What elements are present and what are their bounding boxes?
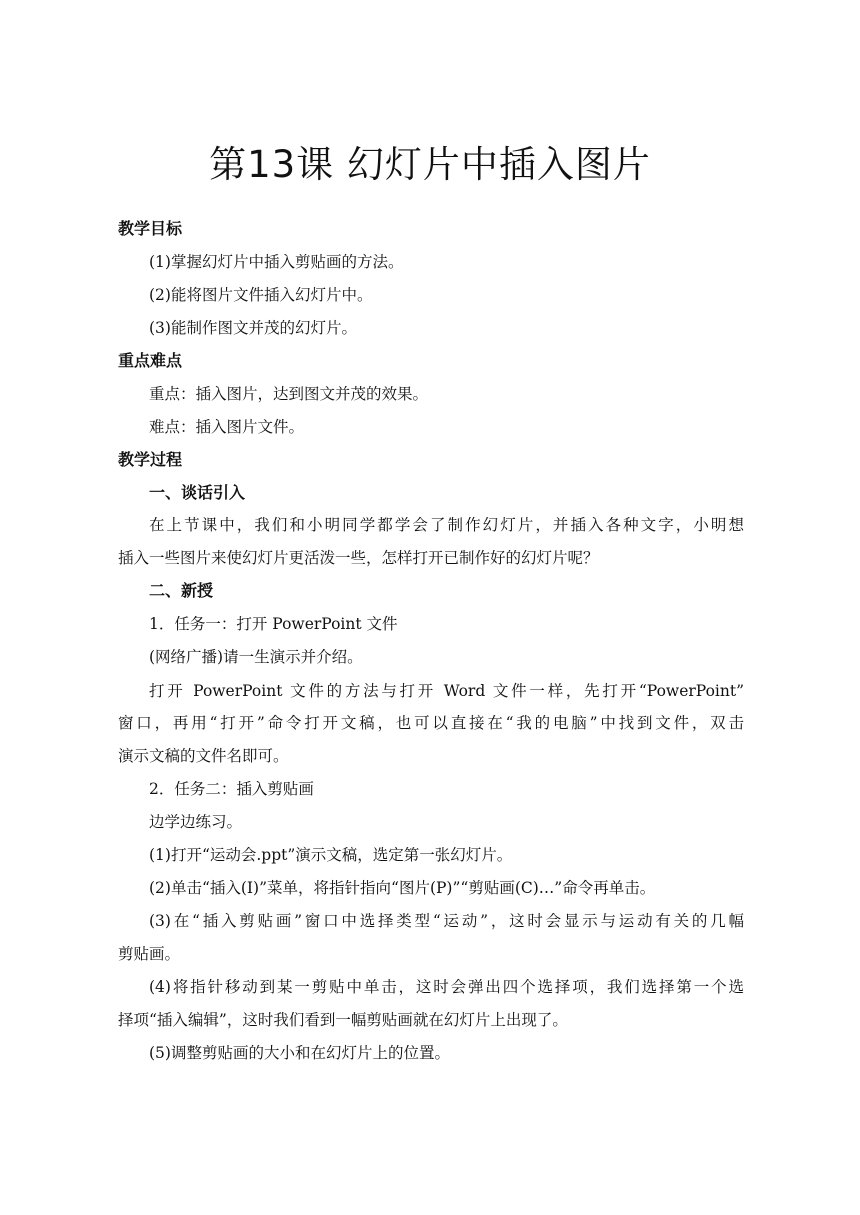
task-heading: 1．任务一：打开 PowerPoint 文件	[149, 615, 398, 633]
step-item-continued: 剪贴画。	[118, 945, 181, 963]
task-note: (网络广播)请一生演示并介绍。	[149, 648, 363, 666]
goal-item: (1)掌握幻灯片中插入剪贴画的方法。	[149, 253, 404, 271]
step-item: (5)调整剪贴画的大小和在幻灯片上的位置。	[149, 1044, 450, 1062]
paragraph-line: 在上节课中，我们和小明同学都学会了制作幻灯片，并插入各种文字，小明想	[149, 516, 744, 534]
goal-item: (3)能制作图文并茂的幻灯片。	[149, 319, 357, 337]
paragraph-line: 窗口，再用“打开”命令打开文稿，也可以直接在“我的电脑”中找到文件，双击	[118, 714, 744, 732]
subheading-new-lesson: 二、新授	[149, 581, 214, 600]
key-item: 难点：插入图片文件。	[149, 418, 305, 436]
task-note: 边学边练习。	[149, 813, 243, 831]
step-item-continued: 择项“插入编辑”，这时我们看到一幅剪贴画就在幻灯片上出现了。	[118, 1011, 568, 1029]
page-title: 第13课 幻灯片中插入图片	[209, 143, 651, 186]
paragraph-line: 打开 PowerPoint 文件的方法与打开 Word 文件一样，先打开“PowerPoint”	[149, 682, 744, 700]
key-item: 重点：插入图片，达到图文并茂的效果。	[149, 385, 429, 403]
step-item: (2)单击“插入(I)”菜单，将指针指向“图片(P)”“剪贴画(C)…”命令再单击。	[149, 879, 656, 897]
section-heading-key: 重点难点	[118, 351, 183, 370]
task-heading: 2．任务二：插入剪贴画	[149, 780, 314, 798]
goal-item: (2)能将图片文件插入幻灯片中。	[149, 286, 373, 304]
paragraph-line: 插入一些图片来使幻灯片更活泼一些，怎样打开已制作好的幻灯片呢？	[118, 549, 599, 567]
step-item: (1)打开“运动会.ppt”演示文稿，选定第一张幻灯片。	[149, 846, 513, 864]
section-heading-process: 教学过程	[118, 450, 183, 469]
step-item: (4)将指针移动到某一剪贴中单击，这时会弹出四个选择项，我们选择第一个选	[149, 978, 744, 996]
step-item: (3)在“插入剪贴画”窗口中选择类型“运动”，这时会显示与运动有关的几幅	[149, 912, 744, 930]
section-heading-goals: 教学目标	[118, 219, 183, 238]
paragraph-line: 演示文稿的文件名即可。	[118, 747, 289, 765]
subheading-intro: 一、谈话引入	[149, 483, 246, 502]
